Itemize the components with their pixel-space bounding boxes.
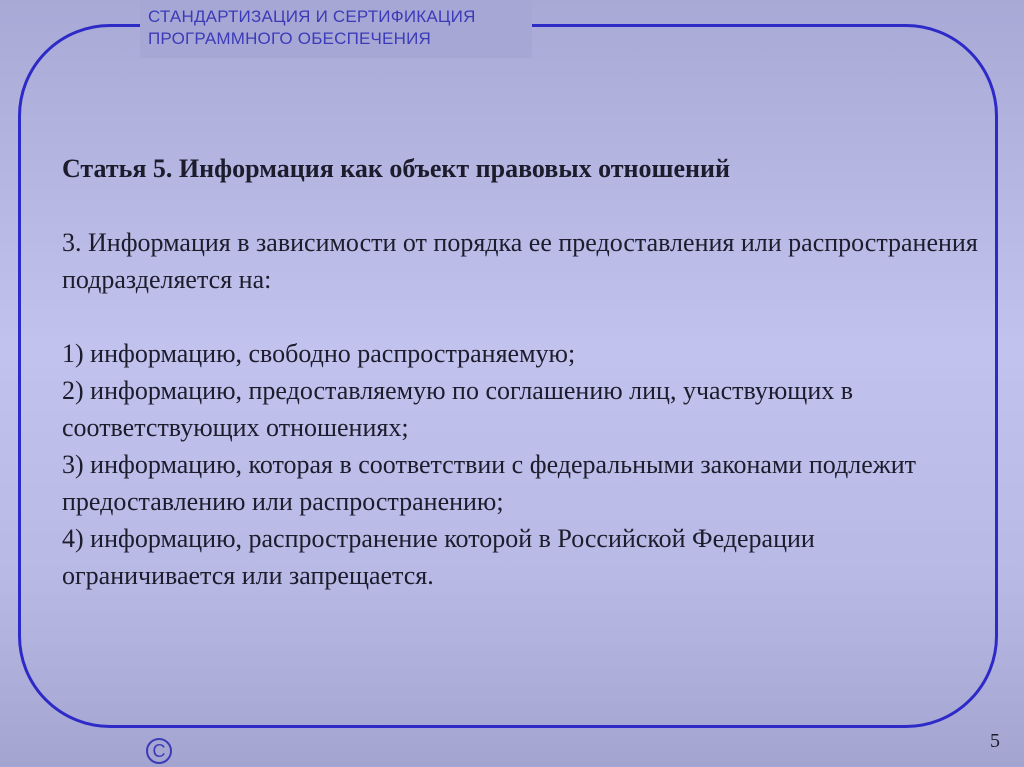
list-item: 3) информацию, которая в соответствии с федеральными законами подлежит предоставлению или распространению; — [62, 450, 916, 516]
list-item: 4) информацию, распространение которой в Российской Федерации ограничивается или запрещается. — [62, 524, 815, 590]
page-number: 5 — [990, 730, 1000, 752]
slide-header — [140, 0, 532, 58]
intro-paragraph: 3. Информация в зависимости от порядка ее предоставления или распространения подразделяется на: — [62, 228, 978, 294]
slide-title: Статья 5. Информация как объект правовых отношений — [62, 154, 730, 183]
header-line-1: СТАНДАРТИЗАЦИЯ И СЕРТИФИКАЦИЯ — [148, 7, 476, 26]
info-list — [62, 335, 982, 594]
copyright-icon: C — [146, 738, 172, 764]
header-line-2: ПРОГРАММНОГО ОБЕСПЕЧЕНИЯ — [148, 29, 431, 48]
list-item: 2) информацию, предоставляемую по соглашению лиц, участвующих в соответствующих отношениях; — [62, 376, 854, 442]
slide-content — [62, 150, 982, 594]
list-item: 1) информацию, свободно распространяемую; — [62, 339, 576, 368]
